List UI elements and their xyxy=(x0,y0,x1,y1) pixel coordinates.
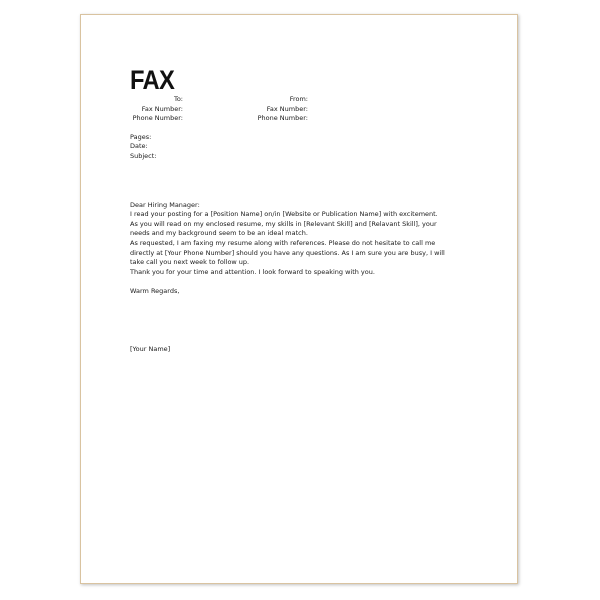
fax-header-fields xyxy=(130,95,370,124)
from-label: From: xyxy=(289,95,308,103)
sender-fax-label: Fax Number: xyxy=(266,104,308,113)
letter-signature: [Your Name] xyxy=(130,344,171,353)
fax-meta-fields xyxy=(130,133,470,162)
pages-label: Pages: xyxy=(130,132,152,141)
to-label: To: xyxy=(173,95,183,103)
recipient-fax-label: Fax Number: xyxy=(141,104,183,113)
fax-title: FAX xyxy=(130,65,175,95)
letter-closing: Warm Regards, xyxy=(130,287,180,296)
letter-paragraph-2: As requested, I am faxing my resume along with references. Please do not hesitate to call me directly at [Your Phone Number] should you have any questions. As I am sure you are busy, I will take call you next week to follow up. xyxy=(130,238,445,267)
recipient-phone-label: Phone Number: xyxy=(132,114,183,123)
subject-label: Subject: xyxy=(130,151,157,160)
letter-paragraph-3: Thank you for your time and attention. I look forward to speaking with you. xyxy=(130,267,375,276)
sender-phone-label: Phone Number: xyxy=(257,114,308,123)
sender-fields xyxy=(254,95,311,124)
fax-cover-content xyxy=(130,67,470,355)
letter-greeting: Dear Hiring Manager: xyxy=(130,200,200,209)
letter-paragraph-1: I read your posting for a [Position Name] on/in [Website or Publication Name] with excitement. As you will read on my enclosed resume, my skills in [Relevant Skill] and [Relavant Skill], your needs and my background seem to be an ideal match. xyxy=(130,210,438,238)
date-label: Date: xyxy=(130,142,148,151)
recipient-fields xyxy=(130,95,186,124)
document-page xyxy=(80,14,518,584)
